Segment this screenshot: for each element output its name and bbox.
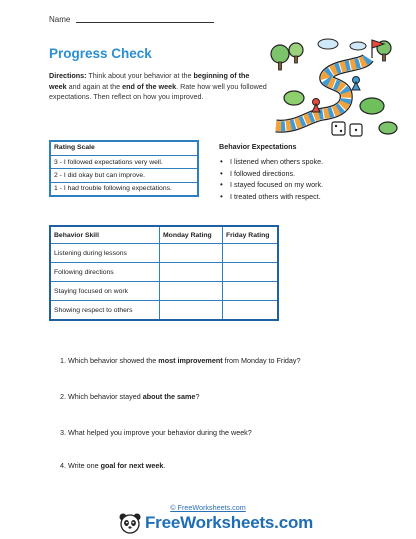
expectation-item: • I stayed focused on my work. (219, 179, 323, 191)
question-text: 2. Which behavior stayed (60, 392, 143, 401)
skill-cell: Staying focused on work (50, 282, 160, 301)
table-row (50, 301, 278, 321)
expectation-item: • I treated others with respect. (219, 191, 323, 203)
skill-cell: Following directions (50, 263, 160, 282)
col-header-friday: Friday Rating (223, 226, 279, 244)
progress-game-illustration (268, 36, 398, 142)
col-header-skill: Behavior Skill (50, 226, 160, 244)
logo-worksheets: Worksheets.com (180, 513, 314, 532)
question-text: from Monday to Friday? (222, 356, 301, 365)
behavior-expectations-list (219, 156, 323, 202)
name-line[interactable] (76, 14, 214, 23)
panda-icon (118, 512, 142, 534)
monday-rating-cell[interactable] (160, 301, 223, 321)
skill-cell: Listening during lessons (50, 244, 160, 263)
behavior-expectations-title: Behavior Expectations (219, 142, 297, 151)
friday-rating-cell[interactable] (223, 301, 279, 321)
freeworksheets-logo[interactable] (118, 512, 314, 534)
directions-part: and again at the (66, 81, 123, 91)
table-row (50, 263, 278, 282)
table-header-row (50, 226, 278, 244)
question-3 (60, 428, 252, 437)
col-header-monday: Monday Rating (160, 226, 223, 244)
page-title: Progress Check (49, 46, 152, 61)
logo-text (145, 513, 313, 533)
question-1 (60, 356, 301, 365)
directions-part: Think about your behavior at the (86, 71, 194, 80)
question-text: 3. What helped you improve your behavior during the week? (60, 428, 252, 437)
question-2 (60, 392, 199, 401)
dice-icon (332, 122, 362, 136)
footer-copyright-link[interactable]: © FreeWorksheets.com (170, 503, 246, 512)
directions-label: Directions: (49, 71, 87, 80)
directions-bold: end of the week (122, 81, 177, 91)
cloud-icon (318, 39, 366, 50)
question-text: 4. Write one (60, 461, 101, 470)
friday-rating-cell[interactable] (223, 263, 279, 282)
expectation-item: • I followed directions. (219, 168, 323, 180)
rating-scale-header: Rating Scale (51, 142, 197, 156)
rating-scale-row: 1 - I had trouble following expectations. (54, 185, 172, 193)
monday-rating-cell[interactable] (160, 244, 223, 263)
question-text: . (163, 461, 166, 470)
table-row (50, 282, 278, 301)
monday-rating-cell[interactable] (160, 282, 223, 301)
question-bold: about the same (142, 392, 196, 401)
name-field (49, 14, 214, 24)
table-row (50, 244, 278, 263)
name-label: Name (49, 15, 71, 24)
expectation-item: • I listened when others spoke. (219, 156, 323, 168)
behavior-skill-table (49, 225, 279, 321)
directions-text (49, 71, 267, 103)
logo-free: Free (145, 513, 181, 532)
question-bold: goal for next week (100, 461, 164, 470)
directions-part: . Rate how well you followed expectations. Then reflect on how you improved. (49, 81, 267, 102)
friday-rating-cell[interactable] (223, 282, 279, 301)
directions-bold: beginning of the week (49, 71, 250, 91)
question-bold: most improvement (158, 356, 223, 365)
rating-scale-row: 2 - I did okay but can improve. (51, 169, 197, 182)
question-4 (60, 461, 165, 470)
monday-rating-cell[interactable] (160, 263, 223, 282)
skill-cell: Showing respect to others (50, 301, 160, 321)
friday-rating-cell[interactable] (223, 244, 279, 263)
rating-scale-box (49, 140, 199, 197)
question-text: ? (195, 392, 200, 401)
rating-scale-row: 3 - I followed expectations very well. (51, 156, 197, 169)
question-text: 1. Which behavior showed the (60, 356, 159, 365)
